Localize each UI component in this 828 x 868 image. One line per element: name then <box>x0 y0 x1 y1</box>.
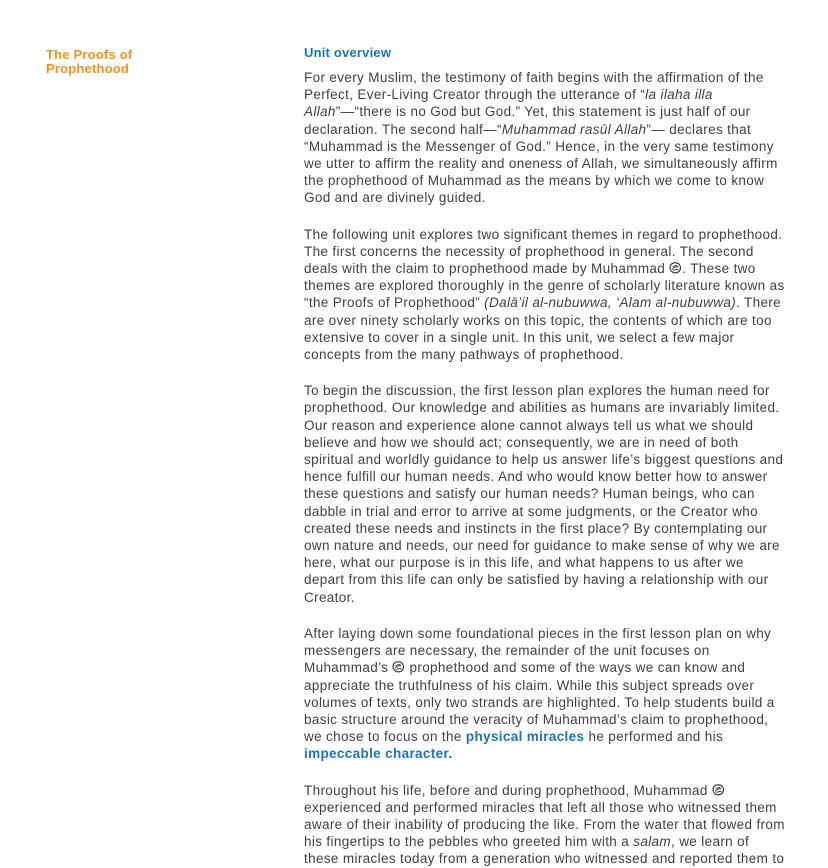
paragraph <box>304 226 787 364</box>
paragraph <box>304 625 787 763</box>
text-run: he performed and his <box>584 729 724 745</box>
text-run: After laying down some foundational pieces in the first lesson plan on why messengers are necessary, the remainder of the unit focuses on Muhammad’s <box>304 625 772 676</box>
paragraph <box>304 382 787 606</box>
unit-overview-text <box>304 69 787 868</box>
section-heading: Unit overview <box>304 45 392 60</box>
unit-title: The Proofs of Prophethood <box>46 47 133 76</box>
text-run: experienced and performed miracles that left all those who witnessed them aware of their inability of producing the like. From the water that flowed from his fingertips to the pebbles who greeted him with a <box>304 799 785 850</box>
pbuh-symbol <box>669 262 682 274</box>
text-run: prophethood and some of the ways we can know and appreciate the truthfulness of his claim. While this subject spreads over volumes of texts, only two strands are highlighted. To help students build a basic structure around the veracity of Muhammad’s claim to prophethood, we chose to focus on the <box>304 660 775 745</box>
text-run-italic: Muhammad rasūl Allah <box>501 121 647 137</box>
paragraph <box>304 69 787 207</box>
text-run: To begin the discussion, the first lesson plan explores the human need for prophethood. Our knowledge and abilities as humans are invariably limited. Our reason and experience alone cannot always tell us what we should believe and how we should act; consequently, we are in need of both spiritual and worldly guidance to help us answer life’s biggest questions and hence fulfill our human needs. And who would know better how to answer these questions and satisfy our human needs? Human beings, who can dabble in trial and error to arrive at some judgments, or the Creator who created these needs and instincts in the first place? By contemplating our own nature and needs, our need for guidance to make sense of why we are here, what our purpose is in this life, and what happens to us after we depart from this life can only be satisfied by having a relationship with our Creator. <box>304 383 784 605</box>
text-run-italic: salam <box>633 834 671 850</box>
pbuh-symbol <box>712 784 725 796</box>
pbuh-symbol <box>392 661 405 673</box>
paragraph <box>304 782 787 868</box>
text-run: . There are over ninety scholarly works on this topic, the contents of which are too extensive to cover in a single unit. In this unit, we select a few major concepts from the many pathways of prophethood. <box>304 295 782 363</box>
text-run-italic: (Dalā’il al-nubuwwa, ‘Alam al-nubuwwa) <box>484 295 737 311</box>
main-content <box>304 46 787 868</box>
sidebar <box>46 48 176 76</box>
text-run-italic: la ilaha illa Allah <box>304 87 713 120</box>
text-run: Throughout his life, before and during prophethood, Muhammad <box>304 782 712 798</box>
text-run: ”— declares that “Muhammad is the Messenger of God.” Hence, in the very same testimony we utter to affirm the reality and oneness of Allah, we simultaneously affirm the prophethood of Muhammad as the means by which we come to know God and are divinely guided. <box>304 121 778 206</box>
text-run: . These two themes are explored thoroughly in the genre of scholarly literature known as “the Proofs of Prophethood” <box>304 261 785 311</box>
text-run: , we learn of these miracles today from a generation who witnessed and reported them to <box>304 834 785 867</box>
text-run: ”—“there is no God but God.” Yet, this statement is just half of our declaration. The second half—“ <box>304 104 751 137</box>
text-run: The following unit explores two significant themes in regard to prophethood. The first concerns the necessity of prophethood in general. The second deals with the claim to prophethood made by Muhammad <box>304 226 783 277</box>
text-run-blue-bold: impeccable character. <box>304 746 453 762</box>
text-run-blue-bold: physical miracles <box>465 729 585 745</box>
text-run: For every Muslim, the testimony of faith begins with the affirmation of the Perfect, Ever-Living Creator through the utterance of “ <box>304 70 764 103</box>
